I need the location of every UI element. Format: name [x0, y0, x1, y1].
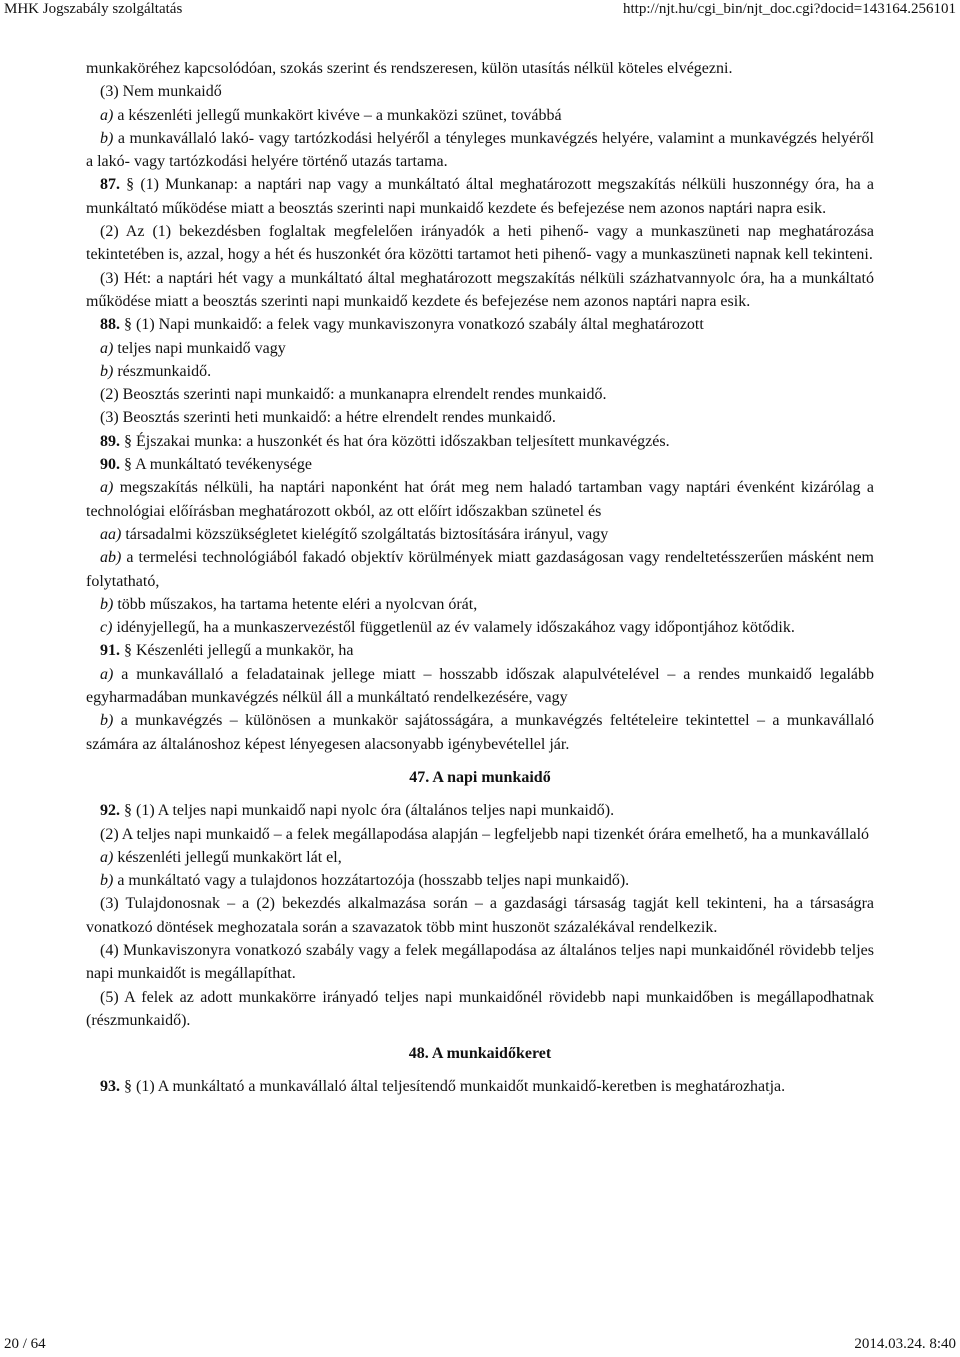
- paragraph-text: a készenléti jellegű munkakört kivéve – a munkaközi szünet, továbbá: [113, 106, 562, 124]
- paragraph: [86, 939, 874, 986]
- paragraph: [86, 360, 874, 383]
- paragraph: [86, 546, 874, 593]
- paragraph: [86, 986, 874, 1033]
- paragraph-text: (1) Munkanap: a naptári nap vagy a munkáltató által meghatározott megszakítás nélküli huszonnégy óra, ha a munkáltató működése miatt a beosztás szerinti napi munkaidő kezdete és befejezése nem azonos naptári napra esik.: [86, 176, 875, 217]
- paragraph-text: a munkáltató vagy a tulajdonos hozzátartozója (hosszabb teljes napi munkaidő).: [113, 872, 630, 890]
- list-marker: a): [100, 848, 114, 866]
- paragraph-text: teljes napi munkaidő vagy: [113, 339, 286, 357]
- paragraph-text: (1) Napi munkaidő: a felek vagy munkaviszonyra vonatkozó szabály által meghatározott: [132, 316, 704, 334]
- section-link[interactable]: §: [124, 456, 132, 474]
- paragraph: [86, 80, 874, 103]
- section-link[interactable]: §: [124, 1078, 132, 1096]
- paragraph: [86, 799, 874, 822]
- paragraph-text: (3) Tulajdonosnak – a (2) bekezdés alkalmazása során – a gazdasági társaság tagját kell tekinteni, ha a társaságra vonatkozó döntések meghozatala során a szavazatok több mint huszonöt százalékával rendelkezik.: [86, 895, 874, 936]
- paragraph-text: Készenléti jellegű a munkakör, ha: [132, 642, 354, 660]
- list-marker: ab): [100, 549, 122, 567]
- page-number: 20 / 64: [4, 1336, 46, 1352]
- paragraph-text: készenléti jellegű munkakört lát el,: [113, 848, 342, 866]
- section-number: 87.: [100, 176, 120, 194]
- paragraph-text: a munkavállaló a feladatainak jellege miatt – hosszabb időszak alapulvételével – a rendes munkaidő legalább egyharmadában munkavégzés nélkül áll a munkáltató rendelkezésére, vagy: [86, 665, 874, 707]
- paragraph: [86, 267, 874, 314]
- paragraph: [86, 104, 874, 127]
- paragraph: [86, 523, 874, 546]
- paragraph-text: (3) Nem munkaidő: [100, 83, 222, 101]
- paragraph-text: (3) Beosztás szerinti heti munkaidő: a hétre elrendelt rendes munkaidő.: [100, 409, 556, 427]
- paragraph: [86, 220, 874, 267]
- list-marker: b): [100, 872, 114, 890]
- paragraph-text: 48. A munkaidőkeret: [408, 1045, 552, 1063]
- paragraph-text: (1) A teljes napi munkaidő napi nyolc óra (általános teljes napi munkaidő).: [132, 802, 615, 820]
- section-number: 92.: [100, 802, 120, 820]
- list-marker: b): [100, 595, 114, 613]
- paragraph-text: (3) Hét: a naptári hét vagy a munkáltató által meghatározott megszakítás nélküli százhatvannyolc óra, ha a munkáltató működése miatt a beosztás szerinti napi munkaidő kezdete és befejezése nem azonos naptári napra esik.: [86, 269, 874, 310]
- paragraph-text: a munkavállaló lakó- vagy tartózkodási helyéről a tényleges munkavégzés helyére, valamint a munkavégzés helyéről a lakó- vagy tartózkodási helyére történő utazás tartama.: [86, 129, 874, 171]
- header-url: http://njt.hu/cgi_bin/njt_doc.cgi?docid=143164.256101: [622, 1, 956, 17]
- list-marker: a): [100, 665, 114, 683]
- paragraph: [86, 476, 874, 523]
- header-site-name: MHK Jogszabály szolgáltatás: [4, 1, 183, 17]
- paragraph: [86, 337, 874, 360]
- paragraph-text: (1) A munkáltató a munkavállaló által teljesítendő munkaidőt munkaidő-keretben is meghatározhatja.: [132, 1078, 786, 1096]
- list-marker: a): [100, 106, 114, 124]
- paragraph: [86, 127, 874, 174]
- paragraph: [86, 892, 874, 939]
- section-link[interactable]: §: [124, 802, 132, 820]
- paragraph-text: részmunkaidő.: [113, 362, 212, 380]
- paragraph: [86, 1075, 874, 1098]
- list-marker: c): [100, 619, 113, 637]
- paragraph: [86, 709, 874, 756]
- paragraph: [86, 593, 874, 616]
- print-timestamp: 2014.03.24. 8:40: [854, 1336, 956, 1352]
- section-link[interactable]: §: [124, 432, 132, 450]
- list-marker: b): [100, 712, 114, 730]
- paragraph: [86, 639, 874, 662]
- list-marker: a): [100, 339, 114, 357]
- paragraph-text: (2) A teljes napi munkaidő – a felek megállapodása alapján – legfeljebb napi tizenkét órára emelhető, ha a munkavállaló: [100, 825, 870, 843]
- section-number: 91.: [100, 642, 120, 660]
- paragraph-text: társadalmi közszükségletet kielégítő szolgáltatás biztosítására irányul, vagy: [121, 525, 609, 543]
- paragraph-text: idényjellegű, ha a munkaszervezéstől függetlenül az év valamely időszakához vagy időpontjához kötődik.: [112, 619, 795, 637]
- paragraph: [86, 453, 874, 476]
- paragraph-text: megszakítás nélküli, ha naptári naponként hat órát meg nem haladó tartamban vagy naptári évenként kizárólag a technológiai előírásban meghatározott okból, az ott előírt időszakban szünetel és: [86, 479, 874, 520]
- paragraph: [86, 173, 874, 220]
- section-heading: [86, 1042, 874, 1065]
- section-link[interactable]: §: [124, 642, 132, 660]
- section-number: 89.: [100, 432, 120, 450]
- list-marker: b): [100, 362, 114, 380]
- list-marker: aa): [100, 525, 122, 543]
- paragraph-text: A munkáltató tevékenysége: [132, 456, 312, 474]
- paragraph: [86, 57, 874, 80]
- paragraph-text: Éjszakai munka: a huszonkét és hat óra közötti időszakban teljesített munkavégzés.: [132, 432, 670, 450]
- section-number: 93.: [100, 1078, 120, 1096]
- paragraph-text: több műszakos, ha tartama hetente eléri a nyolcvan órát,: [113, 595, 478, 613]
- paragraph-text: (4) Munkaviszonyra vonatkozó szabály vagy a felek megállapodása az általános teljes napi munkaidőnél rövidebb teljes napi munkaidőt is megállapíthat.: [86, 941, 874, 983]
- paragraph-text: (2) Beosztás szerinti napi munkaidő: a munkanapra elrendelt rendes munkaidő.: [100, 386, 607, 404]
- section-number: 88.: [100, 316, 120, 334]
- paragraph: [86, 430, 874, 453]
- section-number: 90.: [100, 456, 120, 474]
- paragraph-text: (5) A felek az adott munkakörre irányadó teljes napi munkaidőnél rövidebb napi munkaidőben is megállapodhatnak (részmunkaidő).: [86, 988, 874, 1029]
- paragraph: [86, 406, 874, 429]
- document-body: [86, 57, 874, 1099]
- paragraph: [86, 846, 874, 869]
- section-link[interactable]: §: [124, 316, 132, 334]
- paragraph: [86, 383, 874, 406]
- section-link[interactable]: §: [126, 176, 135, 194]
- paragraph-text: a munkavégzés – különösen a munkakör sajátosságára, a munkavégzés feltételeire tekintettel – a munkavállaló számára az általánoshoz képest lényegesen alacsonyabb igénybevétellel jár.: [86, 712, 874, 753]
- paragraph: [86, 616, 874, 639]
- paragraph-text: 47. A napi munkaidő: [409, 768, 551, 786]
- list-marker: a): [100, 479, 114, 497]
- paragraph: [86, 869, 874, 892]
- paragraph: [86, 663, 874, 710]
- paragraph-text: munkaköréhez kapcsolódóan, szokás szerint és rendszeresen, külön utasítás nélkül köteles elvégezni.: [86, 60, 733, 77]
- paragraph-text: (2) Az (1) bekezdésben foglaltak megfelelően irányadók a heti pihenő- vagy a munkaszüneti nap meghatározása tekintetében is, azzal, hogy a hét és huszonkét óra közötti tartamot heti pihenő- vagy a munkaszüneti napnak kell tekinteni.: [86, 223, 874, 264]
- list-marker: b): [100, 129, 114, 147]
- paragraph: [86, 823, 874, 846]
- paragraph-text: a termelési technológiából fakadó objektív körülmények miatt gazdaságosan vagy rendeltetésszerűen másként nem folytatható,: [86, 549, 874, 590]
- section-heading: [86, 766, 874, 789]
- paragraph: [86, 313, 874, 336]
